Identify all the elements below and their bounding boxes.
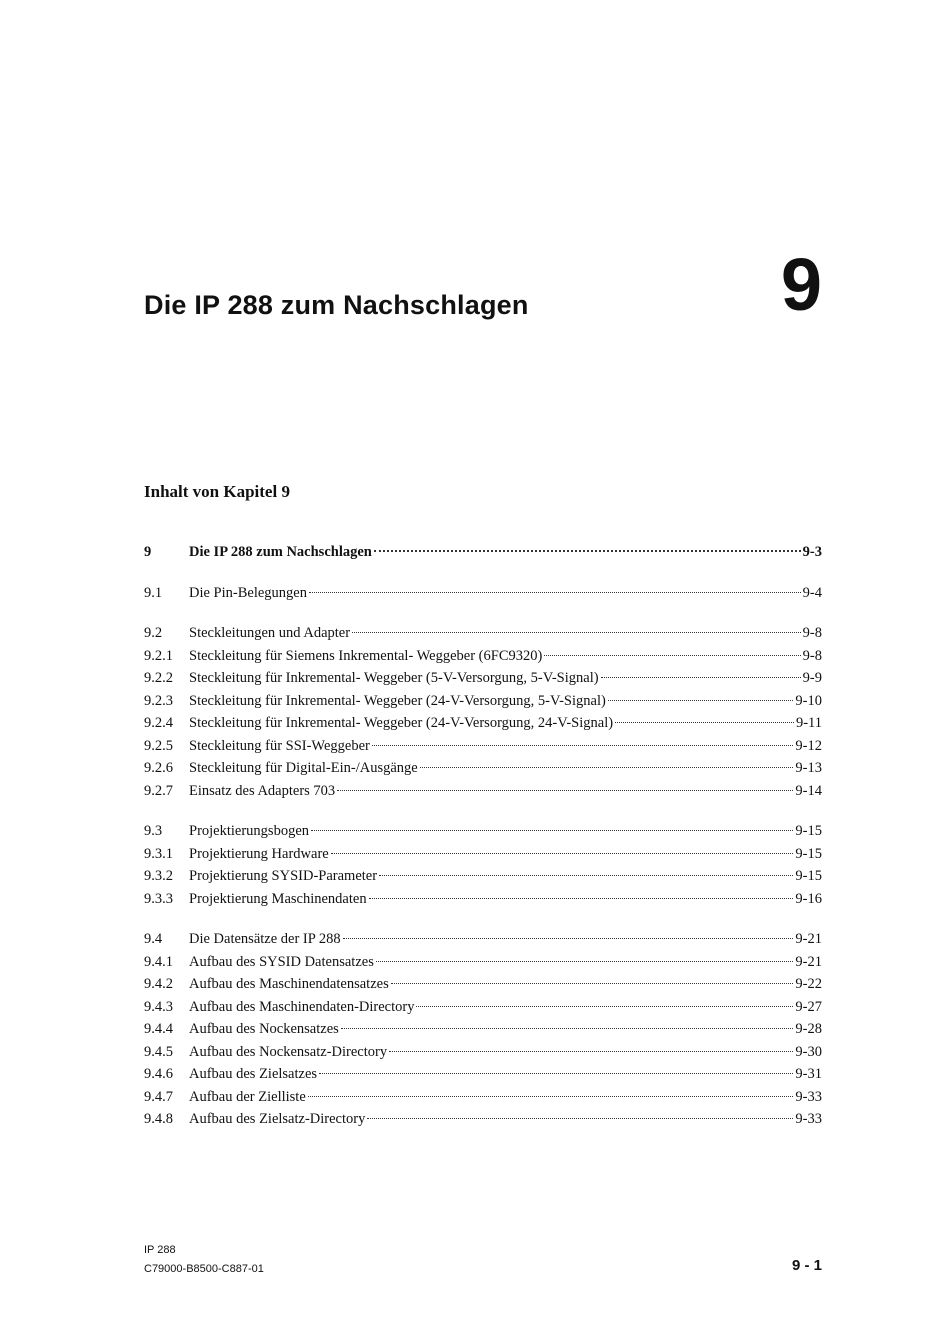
toc-entry-number: 9.2.1 xyxy=(144,647,173,664)
toc-entry-title: Steckleitung für Siemens Inkremental- Weggeber (6FC9320) xyxy=(189,647,543,664)
toc-entry[interactable] xyxy=(144,738,822,761)
chapter-number: 9 xyxy=(780,243,822,326)
toc-entry-number: 9.2.7 xyxy=(144,782,173,799)
toc-entry-number: 9.2.2 xyxy=(144,670,173,686)
toc-entry-title: Projektierung Hardware xyxy=(189,845,329,862)
chapter-title: Die IP 288 zum Nachschlagen xyxy=(144,290,529,320)
toc-entry-number: 9.2.6 xyxy=(144,760,173,776)
toc-entry-title: Aufbau des Maschinendaten-Directory xyxy=(189,998,415,1015)
toc-entry-page: 9-4 xyxy=(802,584,822,601)
toc-dot-leader xyxy=(331,852,794,854)
toc-entry-number: 9.3.2 xyxy=(144,868,173,884)
toc-entry-page: 9-11 xyxy=(795,715,822,731)
toc-dot-leader xyxy=(389,1050,793,1052)
toc-entry-page: 9-28 xyxy=(795,1021,822,1037)
toc-entry-page: 9-15 xyxy=(795,845,822,862)
toc-dot-leader xyxy=(343,937,794,939)
toc-entry[interactable] xyxy=(144,931,822,954)
toc-entry[interactable] xyxy=(144,670,822,693)
toc-entry-title: Steckleitung für Inkremental- Weggeber (24-V-Versorgung, 5-V-Signal) xyxy=(189,692,606,709)
toc-entry-page: 9-12 xyxy=(795,737,822,754)
toc-entry[interactable] xyxy=(144,693,822,716)
toc-entry-page: 9-8 xyxy=(802,647,822,664)
toc-dot-leader xyxy=(376,960,794,962)
footer-page-number: 9 - 1 xyxy=(791,1257,822,1274)
toc-dot-leader xyxy=(337,789,793,791)
toc-entry-page: 9-33 xyxy=(795,1088,822,1105)
toc-entry[interactable] xyxy=(144,1111,822,1134)
toc-entry-page: 9-8 xyxy=(802,625,822,641)
toc-dot-leader xyxy=(341,1027,794,1029)
toc-entry-page: 9-21 xyxy=(795,953,822,970)
toc-heading: Inhalt von Kapitel 9 xyxy=(144,482,290,501)
toc-entry[interactable] xyxy=(144,585,822,608)
toc-dot-leader xyxy=(309,591,801,593)
toc-dot-leader xyxy=(544,654,800,656)
toc-entry-number: 9.4.3 xyxy=(144,998,173,1015)
toc-entry-number: 9.4.6 xyxy=(144,1066,173,1082)
table-of-contents xyxy=(144,544,822,1134)
toc-entry[interactable] xyxy=(144,1066,822,1089)
toc-entry-title: Projektierung Maschinendaten xyxy=(189,890,367,907)
toc-entry[interactable] xyxy=(144,954,822,977)
toc-entry-page: 9-13 xyxy=(795,760,822,776)
toc-entry-title: Die IP 288 zum Nachschlagen xyxy=(189,544,372,560)
toc-entry[interactable] xyxy=(144,976,822,999)
footer-product: IP 288 xyxy=(144,1244,176,1256)
toc-entry-page: 9-14 xyxy=(795,782,822,799)
toc-entry-number: 9.4.4 xyxy=(144,1021,173,1037)
toc-entry-page: 9-15 xyxy=(795,868,822,884)
toc-entry-title: Steckleitung für SSI-Weggeber xyxy=(189,737,370,754)
toc-entry[interactable] xyxy=(144,1021,822,1044)
toc-dot-leader xyxy=(372,744,794,746)
toc-entry[interactable] xyxy=(144,1044,822,1067)
toc-dot-leader xyxy=(311,829,793,831)
toc-entry-number: 9.3.1 xyxy=(144,845,173,862)
toc-entry[interactable] xyxy=(144,648,822,671)
toc-entry-page: 9-21 xyxy=(795,931,822,947)
toc-dot-leader xyxy=(308,1095,794,1097)
toc-entry[interactable] xyxy=(144,760,822,783)
toc-entry[interactable] xyxy=(144,868,822,891)
toc-dot-leader xyxy=(369,897,794,899)
toc-entry-title: Aufbau des SYSID Datensatzes xyxy=(189,953,374,970)
toc-dot-leader xyxy=(608,699,794,701)
toc-entry-title: Aufbau der Zielliste xyxy=(189,1088,306,1105)
toc-entry-page: 9-30 xyxy=(795,1043,822,1060)
toc-entry-title: Steckleitung für Digital-Ein-/Ausgänge xyxy=(189,760,418,776)
toc-entry-number: 9.2 xyxy=(144,625,163,641)
toc-dot-leader xyxy=(367,1117,793,1119)
toc-entry[interactable] xyxy=(144,1089,822,1112)
toc-entry-title: Steckleitung für Inkremental- Weggeber (24-V-Versorgung, 24-V-Signal) xyxy=(189,715,614,731)
toc-entry-page: 9-9 xyxy=(802,670,822,686)
toc-entry-title: Aufbau des Zielsatz-Directory xyxy=(189,1111,366,1127)
toc-entry-number: 9.2.3 xyxy=(144,692,173,709)
toc-entry[interactable] xyxy=(144,544,822,567)
toc-dot-leader xyxy=(374,549,801,552)
toc-entry[interactable] xyxy=(144,823,822,846)
toc-entry-title: Steckleitung für Inkremental- Weggeber (5-V-Versorgung, 5-V-Signal) xyxy=(189,670,599,686)
toc-entry-number: 9.2.4 xyxy=(144,715,173,731)
toc-entry-title: Projektierungsbogen xyxy=(189,823,310,839)
toc-entry-number: 9.2.5 xyxy=(144,737,173,754)
toc-entry-number: 9.4.1 xyxy=(144,953,173,970)
toc-entry-title: Steckleitungen und Adapter xyxy=(189,625,351,641)
toc-entry-title: Einsatz des Adapters 703 xyxy=(189,782,336,799)
toc-entry-title: Aufbau des Nockensatz-Directory xyxy=(189,1043,388,1060)
toc-entry-page: 9-3 xyxy=(802,544,822,560)
toc-entry-title: Aufbau des Nockensatzes xyxy=(189,1021,339,1037)
toc-entry[interactable] xyxy=(144,891,822,914)
toc-dot-leader xyxy=(319,1072,793,1074)
toc-entry-title: Die Datensätze der IP 288 xyxy=(189,931,341,947)
toc-entry-page: 9-27 xyxy=(795,998,822,1015)
toc-entry-title: Aufbau des Maschinendatensatzes xyxy=(189,976,389,992)
toc-entry-title: Aufbau des Zielsatzes xyxy=(189,1066,318,1082)
toc-entry-number: 9 xyxy=(144,544,152,560)
toc-entry-page: 9-16 xyxy=(795,890,822,907)
toc-entry-number: 9.1 xyxy=(144,584,163,601)
toc-entry-number: 9.4.2 xyxy=(144,976,173,992)
toc-entry-page: 9-15 xyxy=(795,823,822,839)
footer-order-number: C79000-B8500-C887-01 xyxy=(144,1263,264,1275)
toc-entry-page: 9-22 xyxy=(795,976,822,992)
toc-entry-title: Projektierung SYSID-Parameter xyxy=(189,868,378,884)
toc-entry-number: 9.3 xyxy=(144,823,163,839)
toc-entry[interactable] xyxy=(144,715,822,738)
toc-entry[interactable] xyxy=(144,846,822,869)
footer-left xyxy=(144,1241,264,1279)
toc-dot-leader xyxy=(379,874,793,876)
toc-dot-leader xyxy=(416,1005,793,1007)
toc-dot-leader xyxy=(391,982,794,984)
toc-entry-number: 9.4.8 xyxy=(144,1111,173,1127)
toc-dot-leader xyxy=(601,676,801,678)
toc-entry[interactable] xyxy=(144,999,822,1022)
toc-entry-number: 9.4 xyxy=(144,931,163,947)
toc-entry-number: 9.4.5 xyxy=(144,1043,173,1060)
toc-dot-leader xyxy=(420,766,794,768)
toc-entry-page: 9-33 xyxy=(795,1111,822,1127)
toc-dot-leader xyxy=(615,721,794,723)
toc-entry-number: 9.3.3 xyxy=(144,890,173,907)
toc-entry-title: Die Pin-Belegungen xyxy=(189,584,307,601)
toc-entry-number: 9.4.7 xyxy=(144,1088,173,1105)
toc-entry[interactable] xyxy=(144,783,822,806)
toc-dot-leader xyxy=(352,631,801,633)
toc-entry[interactable] xyxy=(144,625,822,648)
toc-entry-page: 9-31 xyxy=(795,1066,822,1082)
toc-entry-page: 9-10 xyxy=(795,692,822,709)
